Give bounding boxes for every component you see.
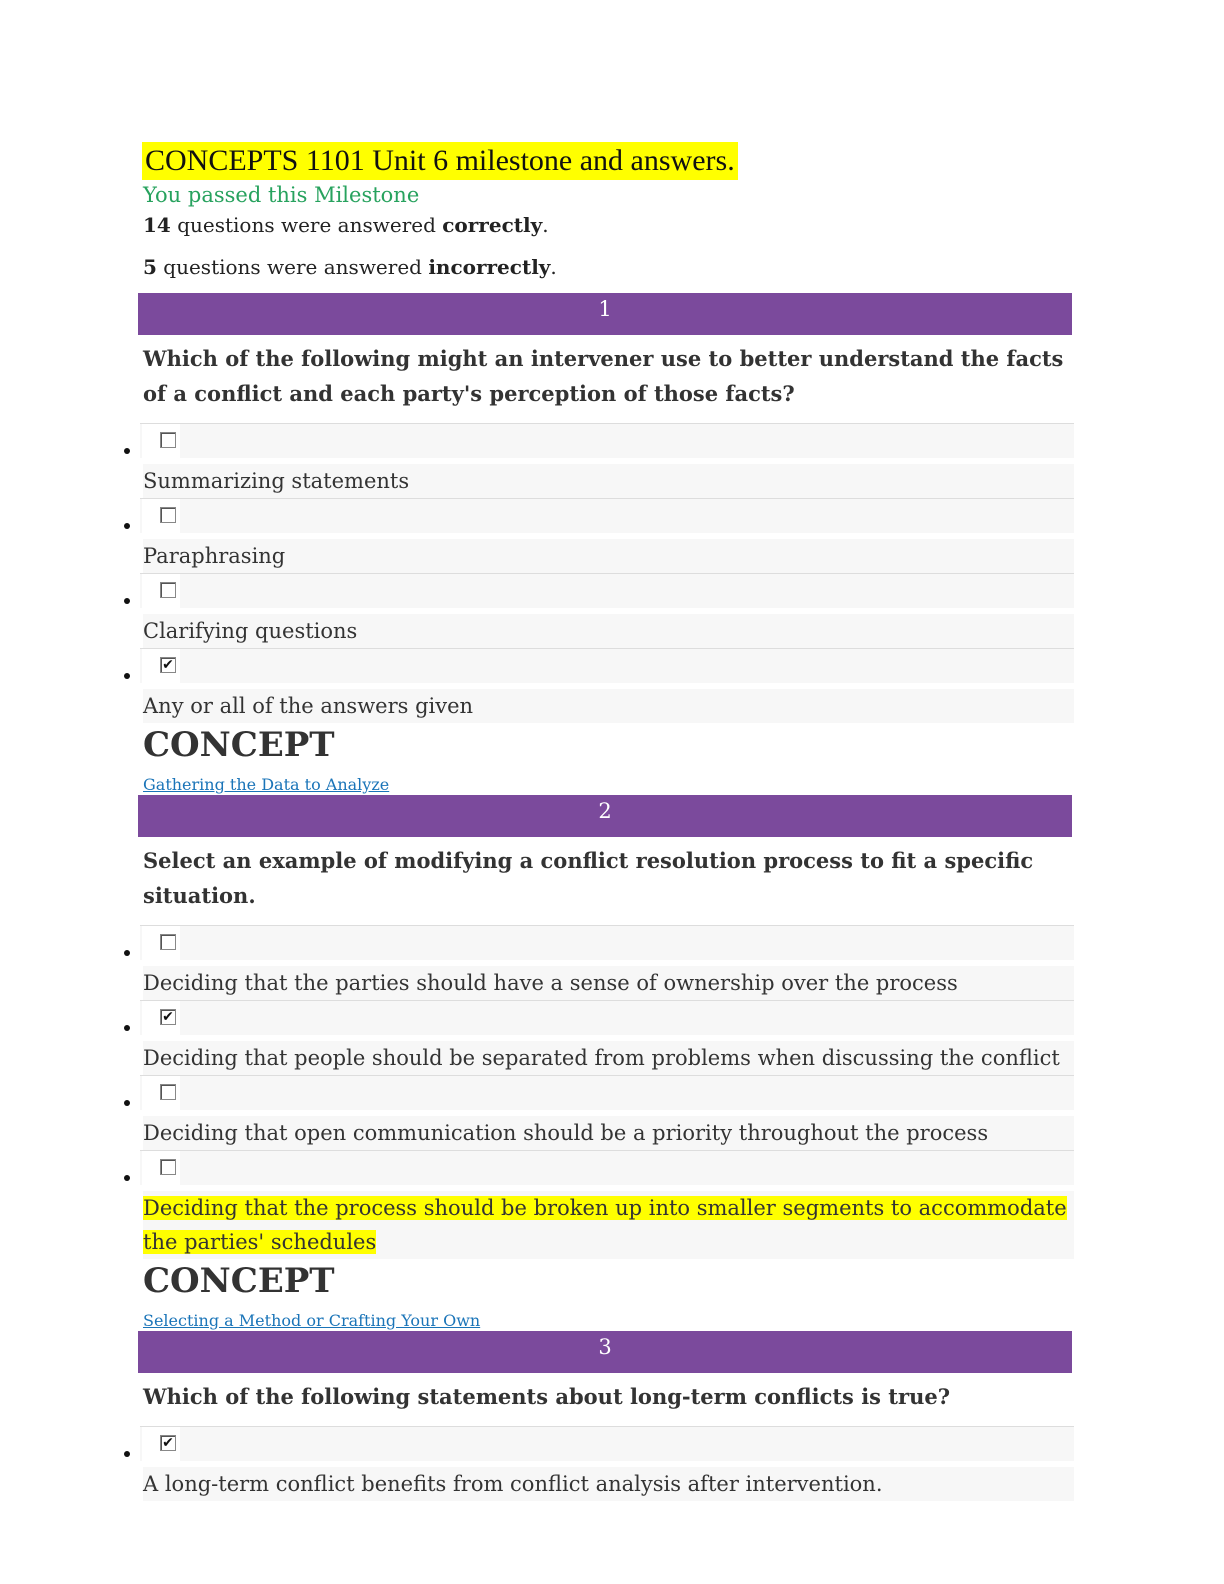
correct-summary xyxy=(143,212,1074,238)
answer-option xyxy=(122,1000,1074,1075)
bullet-icon xyxy=(124,448,130,454)
question-number-header: 2 xyxy=(138,795,1072,837)
checkbox-icon[interactable] xyxy=(160,1159,176,1175)
bullet-icon xyxy=(124,673,130,679)
checkbox-icon[interactable] xyxy=(160,934,176,950)
answer-option xyxy=(122,1426,1074,1501)
option-checkbox-row xyxy=(140,648,1074,683)
answer-options xyxy=(122,925,1074,1259)
answer-options xyxy=(122,1426,1074,1501)
answer-option xyxy=(122,423,1074,498)
answer-options xyxy=(122,423,1074,723)
option-checkbox-row xyxy=(140,1000,1074,1035)
correct-word: correctly xyxy=(442,213,543,237)
option-checkbox-row xyxy=(140,423,1074,458)
period: . xyxy=(542,213,549,237)
answer-option xyxy=(122,648,1074,723)
option-label: Summarizing statements xyxy=(143,464,1074,498)
concept-heading: CONCEPT xyxy=(143,1261,335,1301)
bullet-icon xyxy=(124,1451,130,1457)
question-list xyxy=(140,293,1074,1501)
option-label: Deciding that open communication should be a priority throughout the process xyxy=(143,1116,1074,1150)
option-label: A long-term conflict benefits from conflict analysis after intervention. xyxy=(143,1467,1074,1501)
correct-mid-text: questions were answered xyxy=(170,213,443,237)
document-page xyxy=(140,142,1074,1501)
answer-option xyxy=(122,1075,1074,1150)
option-label: Deciding that people should be separated from problems when discussing the conflict xyxy=(143,1041,1074,1075)
checkbox-icon[interactable] xyxy=(160,582,176,598)
answer-option xyxy=(122,498,1074,573)
question-block xyxy=(140,293,1074,795)
bullet-icon xyxy=(124,598,130,604)
bullet-icon xyxy=(124,1175,130,1181)
concept-link[interactable]: Selecting a Method or Crafting Your Own xyxy=(143,1311,481,1330)
option-label: Any or all of the answers given xyxy=(143,689,1074,723)
concept-link[interactable]: Gathering the Data to Analyze xyxy=(143,775,390,794)
option-label: Paraphrasing xyxy=(143,539,1074,573)
answer-option xyxy=(122,1150,1074,1259)
option-checkbox-row xyxy=(140,1150,1074,1185)
answer-option xyxy=(122,925,1074,1000)
option-checkbox-row xyxy=(140,573,1074,608)
question-text: Which of the following statements about long-term conflicts is true? xyxy=(143,1384,951,1409)
option-checkbox-row xyxy=(140,925,1074,960)
correct-count: 14 xyxy=(143,213,171,237)
bullet-icon xyxy=(124,950,130,956)
incorrect-count: 5 xyxy=(143,255,157,279)
incorrect-word: incorrectly xyxy=(428,255,551,279)
question-number-header: 3 xyxy=(138,1331,1072,1373)
highlighted-answer: Deciding that the process should be broken up into smaller segments to accommodate the parties' schedules xyxy=(143,1196,1067,1254)
question-block xyxy=(140,1331,1074,1501)
question-text: Select an example of modifying a conflict resolution process to fit a specific situation. xyxy=(143,848,1034,908)
checkbox-icon[interactable] xyxy=(160,507,176,523)
period: . xyxy=(550,255,557,279)
question-number-header: 1 xyxy=(138,293,1072,335)
concept-heading: CONCEPT xyxy=(143,725,335,765)
checkbox-icon[interactable] xyxy=(160,1084,176,1100)
answer-option xyxy=(122,573,1074,648)
question-text: Which of the following might an intervener use to better understand the facts of a conflict and each party's perception of those facts? xyxy=(143,346,1064,406)
option-label: Clarifying questions xyxy=(143,614,1074,648)
option-label xyxy=(143,1191,1074,1259)
question-block xyxy=(140,795,1074,1331)
passed-message: You passed this Milestone xyxy=(143,183,420,207)
incorrect-summary xyxy=(143,254,1074,280)
option-checkbox-row xyxy=(140,1075,1074,1110)
checkbox-icon[interactable] xyxy=(160,432,176,448)
checked-checkbox-icon[interactable]: ✔ xyxy=(160,657,176,673)
option-label: Deciding that the parties should have a sense of ownership over the process xyxy=(143,966,1074,1000)
option-checkbox-row xyxy=(140,498,1074,533)
checked-checkbox-icon[interactable]: ✔ xyxy=(160,1009,176,1025)
bullet-icon xyxy=(124,1025,130,1031)
bullet-icon xyxy=(124,1100,130,1106)
bullet-icon xyxy=(124,523,130,529)
document-title: CONCEPTS 1101 Unit 6 milestone and answers. xyxy=(142,142,738,180)
incorrect-mid-text: questions were answered xyxy=(156,255,429,279)
option-checkbox-row xyxy=(140,1426,1074,1461)
checked-checkbox-icon[interactable]: ✔ xyxy=(160,1435,176,1451)
